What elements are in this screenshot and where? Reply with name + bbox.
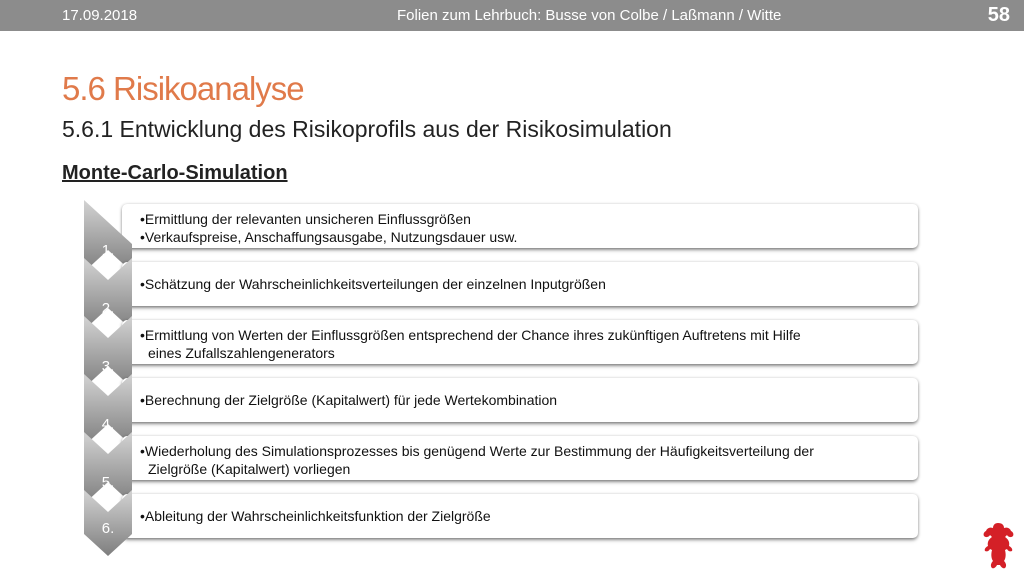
step-number: 6. <box>101 520 115 537</box>
berlin-bear-logo <box>978 520 1018 572</box>
step-line: •Wiederholung des Simulationsprozesses bis genügend Werte zur Bestimmung der Häufigkeitsverteilung der <box>140 443 814 459</box>
step-text <box>140 507 908 525</box>
step-line: Zielgröße (Kapitalwert) vorliegen <box>148 461 351 477</box>
step-box <box>122 494 918 538</box>
process-step <box>84 490 924 540</box>
step-number: 4. <box>101 416 115 433</box>
step-text <box>140 391 908 409</box>
header-bar <box>0 0 1024 31</box>
step-number: 5. <box>101 474 115 491</box>
process-step <box>84 200 924 259</box>
step-text <box>140 275 908 293</box>
step-box <box>122 204 918 248</box>
step-line: eines Zufallszahlengenerators <box>148 345 335 361</box>
step-text <box>140 442 908 478</box>
slide-title: 5.6 Risikoanalyse <box>62 70 304 107</box>
step-text <box>140 326 908 362</box>
slide-subtitle: 5.6.1 Entwicklung des Risikoprofils aus der Risikosimulation <box>62 116 672 142</box>
slide-number: 58 <box>987 4 1010 26</box>
step-line: •Verkaufspreise, Anschaffungsausgabe, Nutzungsdauer usw. <box>140 229 518 245</box>
section-heading: Monte-Carlo-Simulation <box>62 162 288 184</box>
step-box <box>122 320 918 364</box>
step-box <box>122 378 918 422</box>
process-step <box>84 258 924 317</box>
process-step <box>84 374 924 433</box>
step-line: •Schätzung der Wahrscheinlichkeitsverteilungen der einzelnen Inputgrößen <box>140 276 606 292</box>
step-number: 1. <box>101 242 115 259</box>
step-text <box>140 210 908 246</box>
step-line: •Berechnung der Zielgröße (Kapitalwert) für jede Wertekombination <box>140 392 558 408</box>
step-chevron <box>84 490 142 562</box>
step-box <box>122 436 918 480</box>
process-step <box>84 432 924 491</box>
step-line: •Ermittlung der relevanten unsicheren Einflussgrößen <box>140 211 471 227</box>
step-box <box>122 262 918 306</box>
header-caption: Folien zum Lehrbuch: Busse von Colbe / Laßmann / Witte <box>397 7 782 24</box>
process-step <box>84 316 924 375</box>
step-line: •Ableitung der Wahrscheinlichkeitsfunktion der Zielgröße <box>140 508 491 524</box>
step-line: •Ermittlung von Werten der Einflussgrößen entsprechend der Chance ihres zukünftigen Auftretens mit Hilfe <box>140 327 801 343</box>
step-number: 3. <box>101 358 115 375</box>
step-number: 2. <box>101 300 115 317</box>
header-date: 17.09.2018 <box>62 7 138 24</box>
